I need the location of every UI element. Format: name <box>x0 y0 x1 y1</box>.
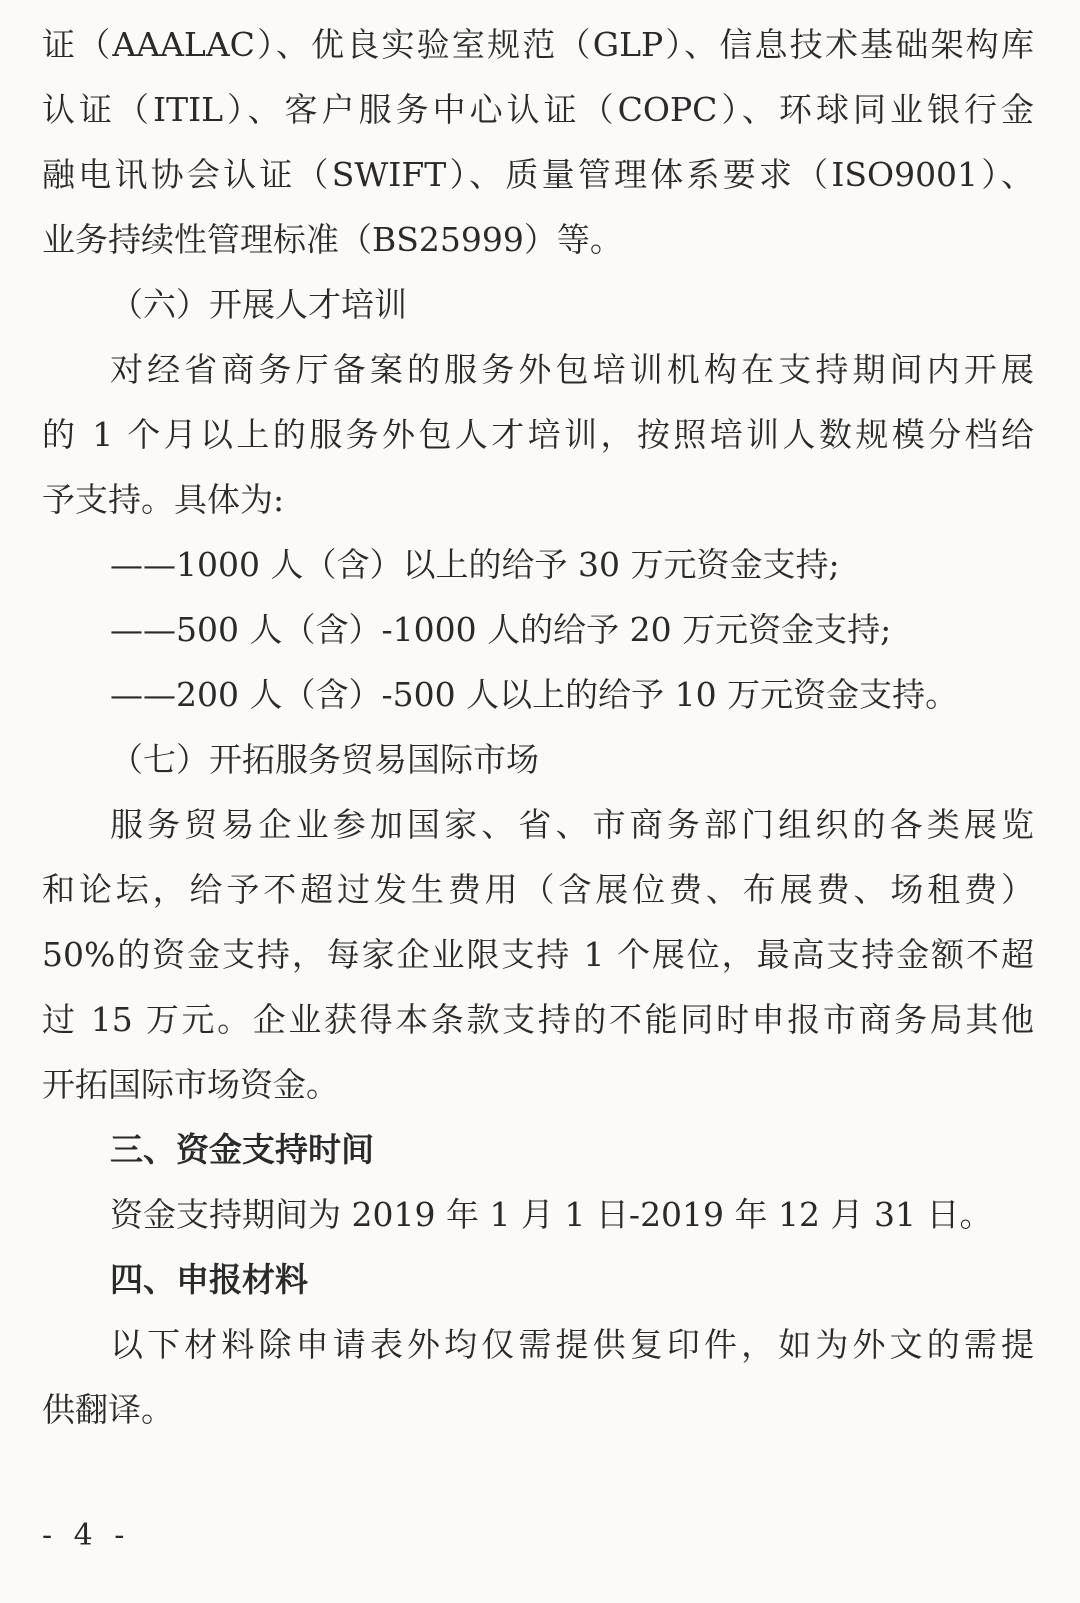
text-line: 予支持。具体为: <box>42 480 285 519</box>
section-heading: （六）开展人才培训 <box>110 285 407 324</box>
text-line: 以下材料除申请表外均仅需提供复印件，如为外文的需提 <box>110 1325 1034 1364</box>
list-item: ——1000 人（含）以上的给予 30 万元资金支持; <box>110 545 840 584</box>
text-line: 50%的资金支持，每家企业限支持 1 个展位，最高支持金额不超 <box>42 935 1034 974</box>
text-line: 服务贸易企业参加国家、省、市商务部门组织的各类展览 <box>110 805 1034 844</box>
text-line: 证（AAALAC）、优良实验室规范（GLP）、信息技术基础架构库 <box>42 25 1034 64</box>
text-line: 资金支持期间为 2019 年 1 月 1 日-2019 年 12 月 31 日。 <box>110 1195 993 1234</box>
text-line: 开拓国际市场资金。 <box>42 1065 339 1104</box>
text-line: 和论坛，给予不超过发生费用（含展位费、布展费、场租费） <box>42 870 1034 909</box>
text-line: 认证（ITIL）、客户服务中心认证（COPC）、环球同业银行金 <box>42 90 1034 129</box>
list-item: ——200 人（含）-500 人以上的给予 10 万元资金支持。 <box>110 675 959 714</box>
text-line: 融电讯协会认证（SWIFT）、质量管理体系要求（ISO9001）、 <box>42 155 1034 194</box>
section-heading: （七）开拓服务贸易国际市场 <box>110 740 539 779</box>
text-line: 业务持续性管理标准（BS25999）等。 <box>42 220 623 259</box>
chapter-heading: 三、资金支持时间 <box>110 1130 374 1169</box>
chapter-heading: 四、申报材料 <box>110 1260 308 1299</box>
text-line: 过 15 万元。企业获得本条款支持的不能同时申报市商务局其他 <box>42 1000 1034 1039</box>
list-item: ——500 人（含）-1000 人的给予 20 万元资金支持; <box>110 610 892 649</box>
page-number: - 4 - <box>42 1518 131 1553</box>
text-line: 的 1 个月以上的服务外包人才培训，按照培训人数规模分档给 <box>42 415 1034 454</box>
text-line: 供翻译。 <box>42 1390 174 1429</box>
text-line: 对经省商务厅备案的服务外包培训机构在支持期间内开展 <box>110 350 1034 389</box>
